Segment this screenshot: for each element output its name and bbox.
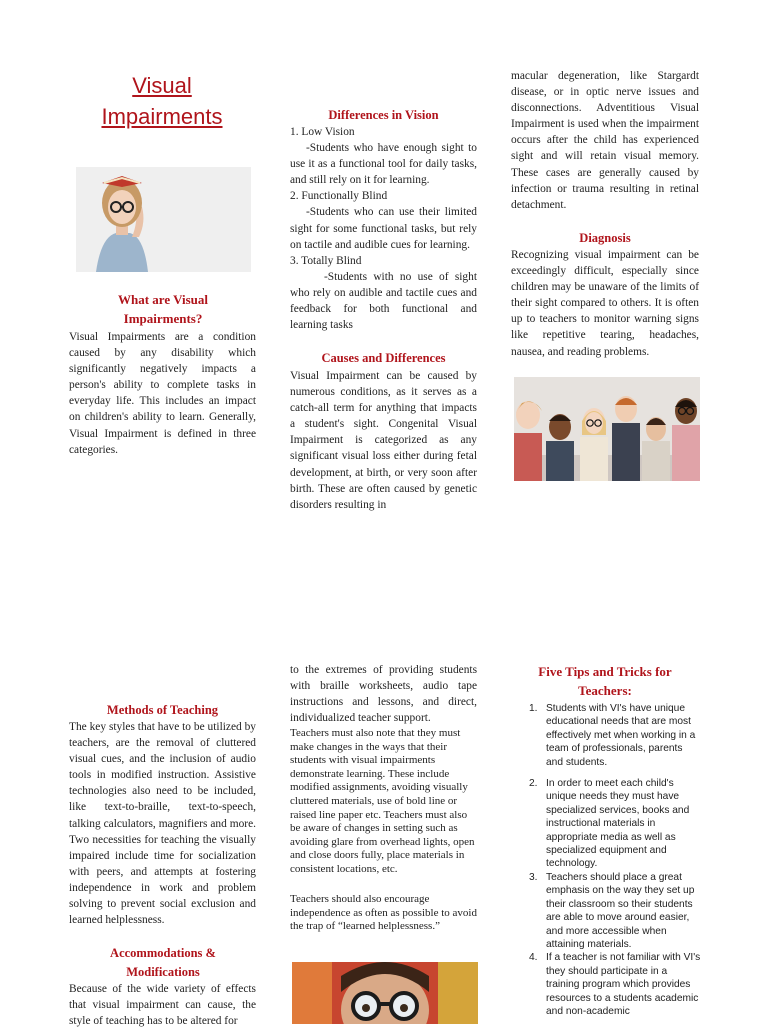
- accom-text: Because of the wide variety of effects that visual impairment can cause, the style of teaching has to be altered for: [69, 983, 256, 1028]
- what-heading: What are Visual Impairments?: [117, 292, 209, 326]
- tip-item-2: [529, 777, 702, 871]
- tip-number-1: 1.: [529, 703, 538, 714]
- page-title: [78, 70, 246, 132]
- tip-text-3: Teachers should place a great emphasis on the way they set up their classroom so their students are able to move around easier, and more accessible when attaining materials.: [546, 871, 695, 950]
- boy-illustration: [292, 962, 478, 1024]
- methods-text: The key styles that have to be utilized by teachers, are the removal of cluttered visual cues, and the inclusion of audio tools in modified instruction. Assistive technologies also need to be included, like text-to-braille, text-to-speech, talking calculators, magnifiers and more. Two necessities for teaching the visually impaired include time for socialization with peers, and attempts at fostering independence in work and problem solving to prevent social exclusion and learned helplessness.: [69, 721, 256, 927]
- title-line-1: Visual: [132, 73, 192, 98]
- tip-number-2: 2.: [529, 778, 538, 790]
- girl-with-glasses-photo: [76, 167, 251, 272]
- accom-heading: Accommodations & Modifications: [110, 946, 216, 979]
- diagnosis-text: Recognizing visual impairment can be exceedingly difficult, especially since children may be unaware of the limits of their sight compared to others. It is often up to teachers to monitor warning signs like repetitive tearing, headaches, nausea, and reading problems.: [511, 249, 699, 358]
- tips-heading-line-2: Teachers:: [578, 683, 632, 698]
- tips-list: [529, 702, 702, 1018]
- tips-heading: [511, 662, 699, 700]
- vision-item-1-label: 1. Low Vision: [290, 126, 355, 138]
- what-text: Visual Impairments are a condition caused by any disability which significantly negatively impacts a person's ability to complete tasks in everyday life. This includes an impact on children's ability to learn. Generally, Visual Impairment is defined in three categories.: [69, 331, 256, 456]
- teachers-text-2: Teachers should also encourage independence as often as possible to avoid the trap of “learned helplessness.”: [290, 893, 477, 933]
- differences-heading: Differences in Vision: [328, 108, 439, 122]
- tip-item-3: [529, 871, 702, 951]
- children-illustration: [514, 377, 700, 481]
- vision-item-3-text: -Students with no use of sight who rely on audible and tactile cues and feedback for both functional and learning tasks: [290, 270, 477, 332]
- tip-text-4: If a teacher is not familiar with VI's they should participate in a training program which provides resources to a students academic and non-academic: [546, 952, 701, 1017]
- vision-item-2-label: 2. Functionally Blind: [290, 190, 388, 203]
- tips-heading-line-1: Five Tips and Tricks for: [538, 664, 672, 679]
- diagnosis-heading: Diagnosis: [579, 231, 631, 245]
- methods-heading: Methods of Teaching: [106, 703, 219, 717]
- vision-item-2-text: -Students who can use their limited sight for some functional tasks, but rely on tactile and audible cues for learning.: [290, 206, 477, 251]
- causes-heading: Causes and Differences: [321, 351, 446, 365]
- title-line-2: Impairments: [101, 104, 223, 129]
- vision-item-3-label: 3. Totally Blind: [290, 254, 362, 267]
- tip-text-1: Students with VI's have unique educational needs that are most effectively met when working in a team of professionals, parents and students.: [546, 703, 696, 768]
- accom-continued: to the extremes of providing students with braille worksheets, audio tape instructions and lessons, and direct, individualized teacher support.: [290, 664, 477, 725]
- tip-number-3: 3.: [529, 871, 538, 883]
- tip-item-4: [529, 951, 702, 1018]
- boy-with-glasses-photo: [292, 962, 478, 1024]
- tip-item-1: [529, 702, 702, 769]
- tip-number-4: 4.: [529, 952, 538, 964]
- teachers-text-1: Teachers must also note that they must make changes in the ways that their students with visual impairments demonstrate learning. These include modified assignments, avoiding visually cluttered materials, use of bold line or raised line paper etc. Teachers must also be aware of changes in setting such as avoiding glare from overhead lights, open and close doors fully, place materials in consistent locations, etc.: [290, 727, 475, 875]
- vision-item-1-text: -Students who have enough sight to use it as a functional tool for daily tasks, and still rely on it for learning.: [290, 142, 477, 187]
- causes-continued: macular degeneration, like Stargardt disease, or in optic nerve issues and disconnections. Adventitious Visual Impairment is used when the impairment occurs after the child has experienced sight and will retain visual memory. These cases are generally caused by infection or trauma resulting in retinal detachment.: [511, 70, 699, 211]
- vision-list: [290, 124, 477, 333]
- causes-text: Visual Impairment can be caused by numerous conditions, as it serves as a catch-all term for anything that impacts a student's sight. Congenital Visual Impairment is categorized as any significant visual loss either during fetal development, at birth, or very soon after birth. These are often caused by genetic disorders resulting in: [290, 370, 477, 511]
- tip-text-2: In order to meet each child's unique needs they must have specialized services, books and instructional materials in appropriate media as well as specialized equipment and technology.: [546, 778, 690, 870]
- girl-illustration: [76, 167, 251, 272]
- children-group-photo: [514, 377, 700, 481]
